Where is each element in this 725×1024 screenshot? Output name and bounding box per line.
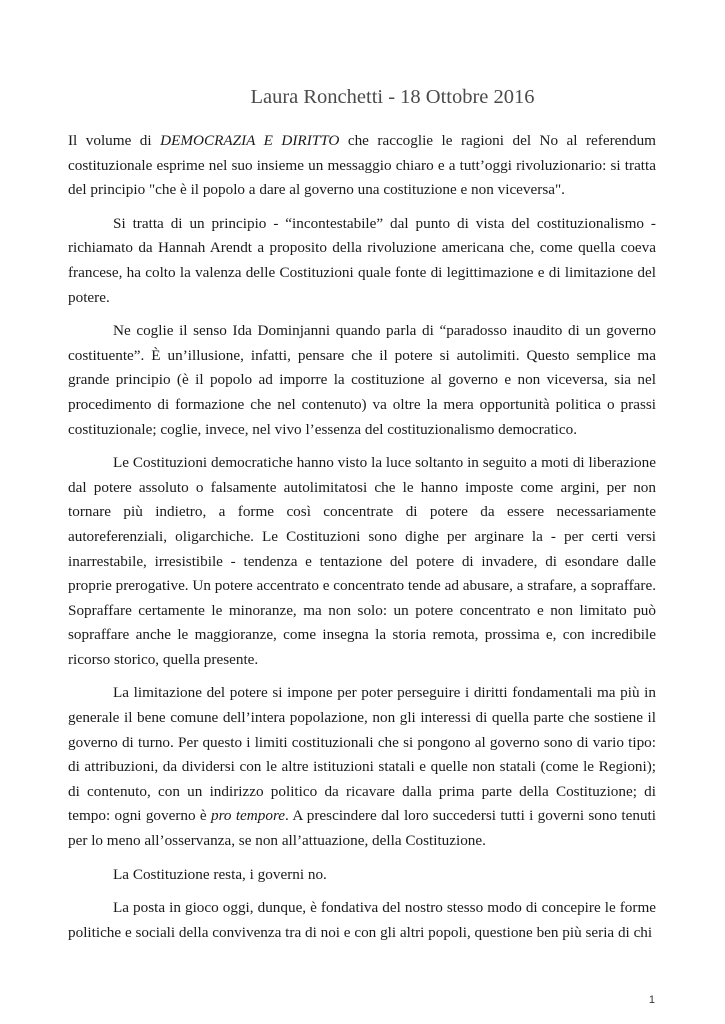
paragraph-1-text-c: che raccoglie le ragioni del No al referendum costituzionale esprime nel suo insieme un messaggio chiaro e a tutt’oggi rivoluzionario: si tratta del principio "che è il popolo a dare al governo una costituzione e non viceversa". [68, 132, 656, 199]
paragraph-1-italic-title: DEMOCRAZIA E DIRITTO [160, 132, 340, 149]
paragraph-5-italic-term: pro tempore [210, 807, 286, 825]
paragraph-1 [68, 129, 656, 203]
paragraph-5-text-c: . A prescindere dal loro succedersi tutti i governi sono tenuti per lo meno all’osservanza, se non all’attuazione, della Costituzione. [68, 807, 656, 850]
document-body [68, 129, 656, 954]
paragraph-3: Ne coglie il senso Ida Dominjanni quando parla di “paradosso inaudito di un governo costituente”. È un’illusione, infatti, pensare che il potere si autolimiti. Questo semplice ma grande principio (è il popolo ad imporre la costituzione al governo e non viceversa, sia nel procedimento di formazione che nel contenuto) va oltre la mera opportunità politica o prassi costituzionale; coglie, invece, nel vivo l’essenza del costituzionalismo democratico. [68, 322, 656, 438]
paragraph-1-text-a: Il volume di [68, 132, 161, 149]
paragraph-4: Le Costituzioni democratiche hanno visto la luce soltanto in seguito a moti di liberazione dal potere assoluto o falsamente autolimitatosi che le hanno imposte come argini, per non tornare più indietro, a forme così concentrate di potere da essere necessariamente autoreferenziali, oligarchiche. Le Costituzioni sono dighe per arginare la - per certi versi inarrestabile, irresistibile - tendenza e tentazione del potere di invadere, di esondare dalle proprie prerogative. Un potere accentrato e concentrato tende ad abusare, a strafare, a sopraffare. Sopraffare certamente le minoranze, ma non solo: un potere concentrato e non limitato può sopraffare anche le maggioranze, come insegna la storia remota, prossima e, con incredibile ricorso storico, quella presente. [68, 454, 656, 668]
paragraph-5-text-a: La limitazione del potere si impone per poter perseguire i diritti fondamentali ma più in generale il bene comune dell’intera popolazione, non gli interessi di quella parte che sostiene il governo di turno. Per questo i limiti costituzionali che si pongono al governo sono di vario tipo: di attribuzioni, da dividersi con le altre istituzioni statali e quelle non statali (come le Regioni); di contenuto, con un indirizzo politico da ricavare dalla prima parte della Costituzione; di tempo: ogni governo è [68, 684, 656, 825]
paragraph-2: Si tratta di un principio - “incontestabile” dal punto di vista del costituzionalismo - richiamato da Hannah Arendt a proposito della rivoluzione americana che, come quella coeva francese, ha colto la valenza delle Costituzioni quale fonte di legittimazione e di limitazione del potere. [68, 214, 656, 306]
paragraph-6: La Costituzione resta, i governi no. [113, 865, 327, 883]
paragraph-7: La posta in gioco oggi, dunque, è fondativa del nostro stesso modo di concepire le forme politiche e sociali della convivenza tra di noi e con gli altri popoli, questione ben più seria di chi [68, 899, 656, 941]
page-number: 1 [648, 994, 655, 1006]
document-title: Laura Ronchetti - 18 Ottobre 2016 [250, 86, 535, 108]
paragraph-5 [68, 681, 656, 853]
